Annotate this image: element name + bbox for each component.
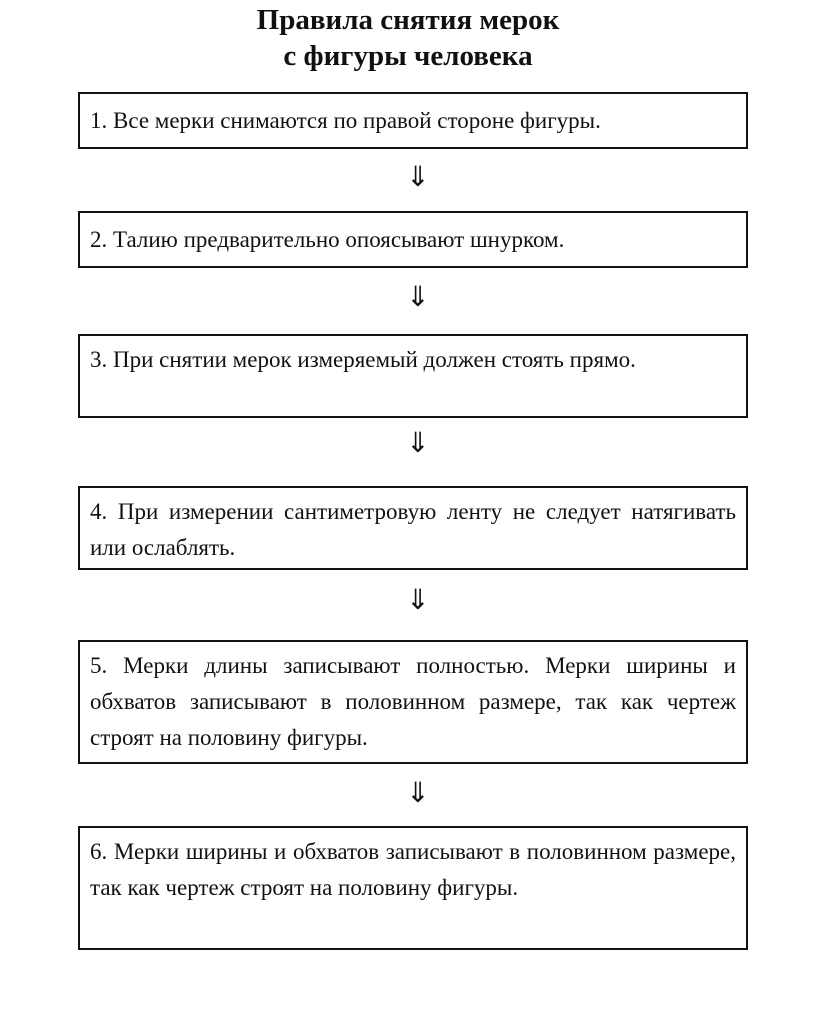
step-box-3: [78, 334, 748, 418]
step-box-6: [78, 826, 748, 950]
step-text-2: 2. Талию предварительно опоясывают шнурком.: [90, 226, 565, 252]
down-arrow-icon-2: ⇓: [406, 280, 430, 313]
step-text-3: 3. При снятии мерок измеряемый должен стоять прямо.: [90, 347, 636, 372]
down-arrow-icon-1: ⇓: [406, 160, 430, 193]
step-box-1: [78, 92, 748, 149]
step-text-6: 6. Мерки ширины и обхватов записывают в половинном размере, так как чертеж строят на половину фигуры.: [90, 839, 736, 900]
step-box-4: [78, 486, 748, 570]
title-line-1: Правила снятия мерок: [256, 4, 560, 36]
step-text-5: 5. Мерки длины записывают полностью. Мерки ширины и обхватов записывают в половинном размере, так как чертеж строят на половину фигуры.: [90, 653, 736, 750]
step-text-4: 4. При измерении сантиметровую ленту не следует натягивать или ослаблять.: [90, 499, 736, 560]
down-arrow-icon-4: ⇓: [406, 583, 430, 616]
down-arrow-icon-3: ⇓: [406, 426, 430, 459]
step-text-1: 1. Все мерки снимаются по правой стороне фигуры.: [90, 107, 601, 133]
down-arrow-icon-5: ⇓: [406, 776, 430, 809]
title-line-2: с фигуры человека: [283, 40, 533, 72]
diagram-title: [0, 2, 816, 74]
step-box-5: [78, 640, 748, 764]
step-box-2: [78, 211, 748, 268]
